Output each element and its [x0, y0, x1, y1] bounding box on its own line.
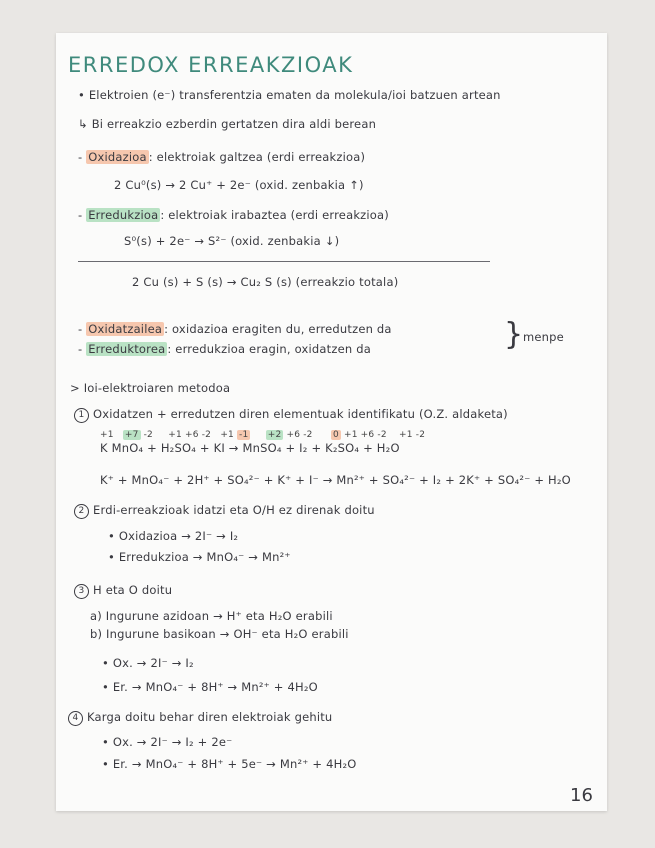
step-2: 2 Erdi-erreakzioak idatzi eta O/H ez direnak doitu — [74, 503, 375, 519]
step-2-oxidation: • Oxidazioa → 2I⁻ → I₂ — [108, 529, 239, 543]
oxidation-line: - Oxidazioa : elektroiak galtzea (erdi erreakzioa) — [78, 150, 366, 164]
reduction-line: - Erredukzioa : elektroiak irabaztea (erdi erreakzioa) — [78, 208, 389, 222]
step-number: 4 — [68, 711, 83, 726]
divider — [78, 261, 490, 262]
step-4-oxidation: • Ox. → 2I⁻ → I₂ + 2e⁻ — [102, 735, 233, 749]
oxidant-line: - Oxidatzailea : oxidazioa eragiten du, erredutzen da — [78, 322, 392, 336]
definition-line: ↳ Bi erreakzio ezberdin gertatzen dira aldi berean — [78, 117, 377, 131]
step-3: 3 H eta O doitu — [74, 583, 172, 599]
page-number: 16 — [570, 785, 593, 806]
reductant-term: Erreduktorea — [88, 342, 166, 356]
reduction-equation: S⁰(s) + 2e⁻ → S²⁻ (oxid. zenbakia ↓) — [124, 234, 340, 248]
oxidation-numbers: +1 +7 -2 +1 +6 -2 +1 -1 +2 +6 -2 0 +1 +6 -2 +1 -2 — [100, 430, 426, 440]
reduction-term: Erredukzioa — [88, 208, 159, 222]
brace-icon: } — [504, 317, 524, 352]
step-3-b: b) Ingurune basikoan → OH⁻ eta H₂O erabili — [90, 627, 349, 641]
notebook-page — [56, 33, 607, 811]
total-reaction: 2 Cu (s) + S (s) → Cu₂ S (s) (erreakzio totala) — [132, 275, 399, 289]
oxidation-equation: 2 Cu⁰(s) → 2 Cu⁺ + 2e⁻ (oxid. zenbakia ↑) — [114, 178, 364, 192]
reductant-line: - Erreduktorea : erredukzioa eragin, oxidatzen da — [78, 342, 371, 356]
step-2-reduction: • Erredukzioa → MnO₄⁻ → Mn²⁺ — [108, 550, 291, 564]
step-number: 1 — [74, 408, 89, 423]
step-3-a: a) Ingurune azidoan → H⁺ eta H₂O erabili — [90, 609, 333, 623]
page-title: ERREDOX ERREAKZIOAK — [68, 53, 354, 77]
oxidation-term: Oxidazioa — [88, 150, 147, 164]
definition-line: • Elektroien (e⁻) transferentzia ematen da molekula/ioi batzuen artean — [78, 88, 501, 102]
brace-label: menpe — [523, 330, 564, 344]
ionic-equation: K⁺ + MnO₄⁻ + 2H⁺ + SO₄²⁻ + K⁺ + I⁻ → Mn²⁺ + SO₄²⁻ + I₂ + 2K⁺ + SO₄²⁻ + H₂O — [100, 473, 571, 487]
step-number: 3 — [74, 584, 89, 599]
oxidant-term: Oxidatzailea — [88, 322, 163, 336]
step-4-reduction: • Er. → MnO₄⁻ + 8H⁺ + 5e⁻ → Mn²⁺ + 4H₂O — [102, 757, 357, 771]
step-3-oxidation: • Ox. → 2I⁻ → I₂ — [102, 656, 194, 670]
molecular-equation: K MnO₄ + H₂SO₄ + KI → MnSO₄ + I₂ + K₂SO₄ + H₂O — [100, 441, 400, 455]
step-3-reduction: • Er. → MnO₄⁻ + 8H⁺ → Mn²⁺ + 4H₂O — [102, 680, 318, 694]
step-1: 1 Oxidatzen + erredutzen diren elementuak identifikatu (O.Z. aldaketa) — [74, 407, 508, 423]
step-number: 2 — [74, 504, 89, 519]
method-heading: > Ioi-elektroiaren metodoa — [70, 381, 231, 395]
step-4: 4 Karga doitu behar diren elektroiak gehitu — [68, 710, 332, 726]
